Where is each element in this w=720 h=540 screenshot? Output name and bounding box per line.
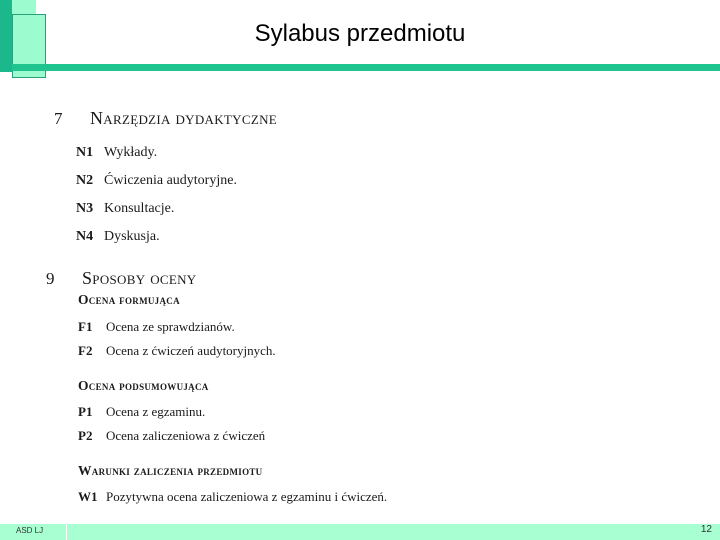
section-heading — [54, 108, 277, 129]
page-title: Sylabus przedmiotu — [254, 20, 466, 47]
section-title: Sposoby oceny — [82, 268, 197, 288]
item-text: Dyskusja. — [104, 229, 160, 244]
section-number: 7 — [54, 109, 63, 128]
item-text: Wykłady. — [104, 145, 158, 160]
list-item — [78, 319, 235, 335]
item-text: Ocena zaliczeniowa z ćwiczeń — [106, 428, 266, 443]
item-code: N3 — [76, 201, 94, 216]
item-code: W1 — [78, 489, 98, 504]
footer-bar — [0, 524, 720, 540]
section-title: Narzędzia dydaktyczne — [90, 108, 277, 128]
page-number: 12 — [700, 524, 712, 535]
section-number: 9 — [46, 269, 55, 288]
list-item — [76, 201, 174, 217]
item-text: Konsultacje. — [104, 201, 175, 216]
item-text: Pozytywna ocena zaliczeniowa z egzaminu i ćwiczeń. — [106, 489, 388, 504]
item-text: Ocena ze sprawdzianów. — [106, 319, 235, 334]
subsection-heading: Ocena podsumowująca — [78, 378, 209, 393]
footer-divider — [66, 524, 67, 540]
item-code: P1 — [78, 404, 93, 419]
item-code: N4 — [76, 229, 94, 244]
item-text: Ocena z egzaminu. — [106, 404, 206, 419]
list-item — [76, 229, 160, 245]
header-accent-box-top — [12, 0, 36, 14]
item-text: Ocena z ćwiczeń audytoryjnych. — [106, 343, 276, 358]
list-item — [78, 428, 265, 444]
item-code: N1 — [76, 145, 94, 160]
header-rule — [46, 64, 720, 71]
section-heading — [46, 268, 196, 289]
header-rule-inner — [12, 64, 46, 71]
list-item — [78, 489, 387, 505]
list-item — [76, 173, 237, 189]
item-code: F1 — [78, 319, 93, 334]
list-item — [76, 145, 157, 161]
item-code: P2 — [78, 428, 93, 443]
item-code: F2 — [78, 343, 93, 358]
list-item — [78, 404, 205, 420]
list-item — [78, 343, 276, 359]
footer-label: ASD LJ — [16, 526, 44, 535]
subsection-heading: Ocena formująca — [78, 292, 180, 307]
subsection-heading: Warunki zaliczenia przedmiotu — [78, 463, 263, 478]
item-code: N2 — [76, 173, 94, 188]
item-text: Ćwiczenia audytoryjne. — [104, 173, 237, 188]
